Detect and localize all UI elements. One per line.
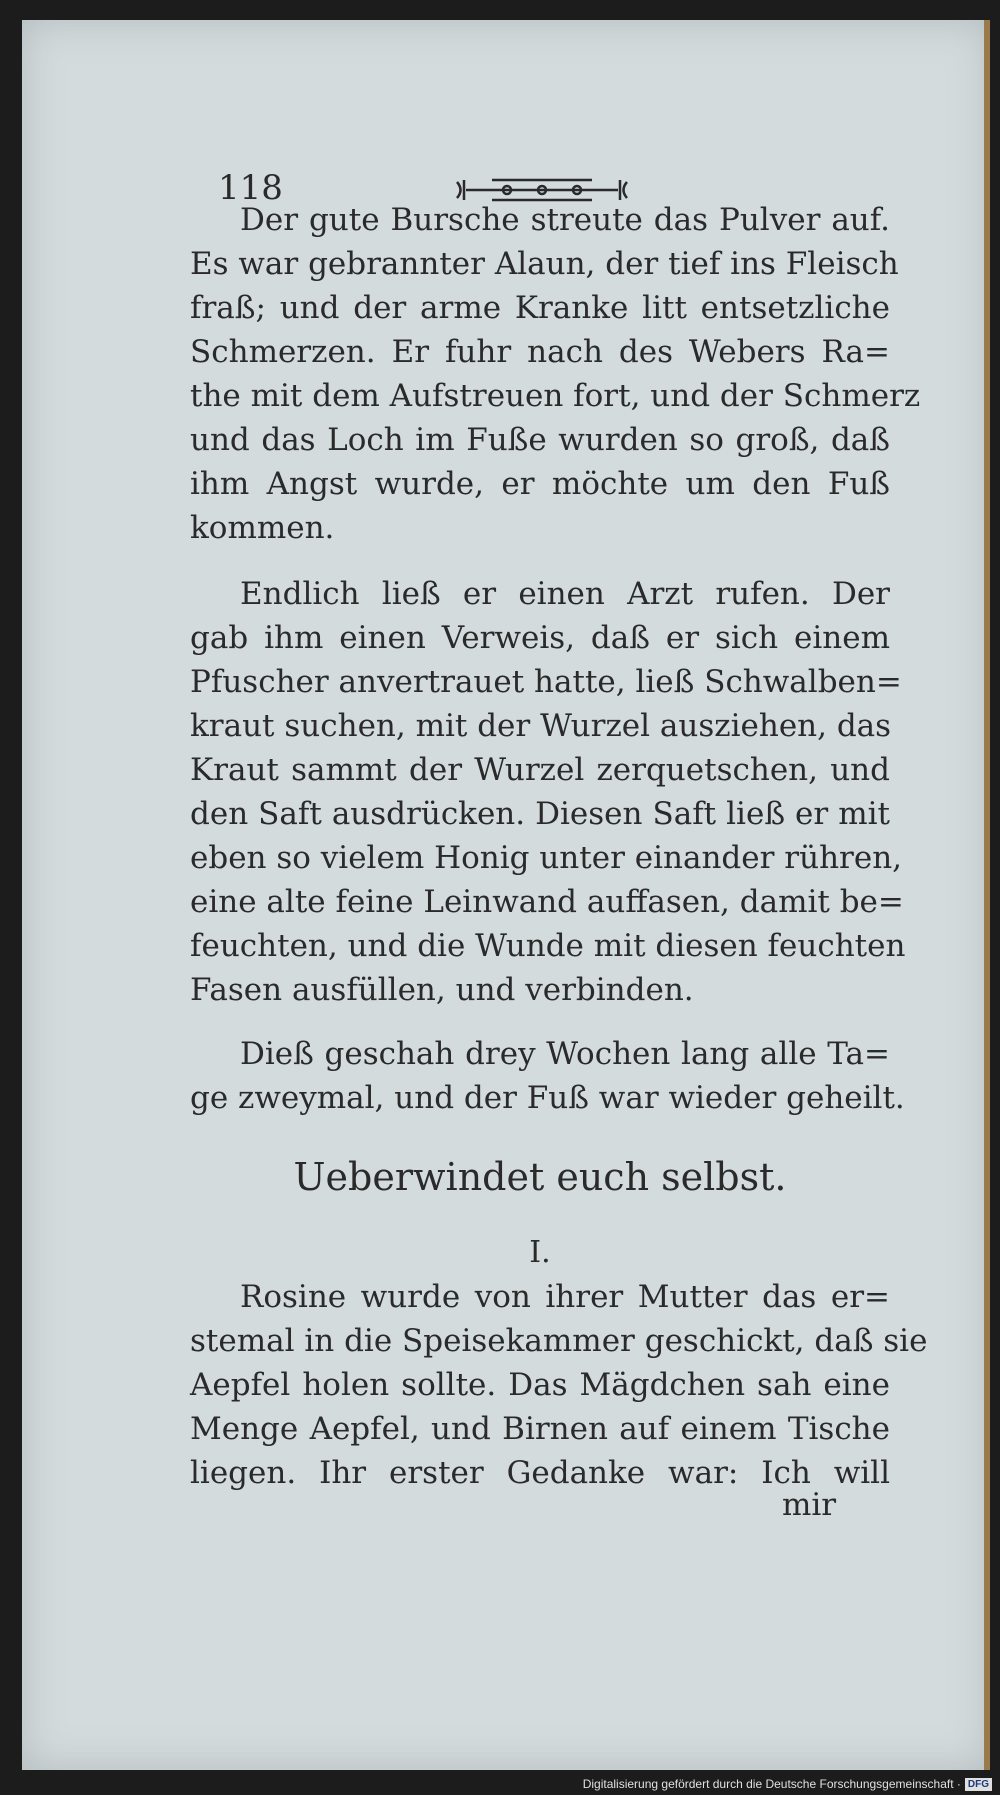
text-line: ihm Angst wurde, er möchte um den Fuß bbox=[190, 466, 890, 502]
paragraph-1 bbox=[190, 198, 921, 550]
page-number: 118 bbox=[218, 168, 283, 208]
text-line: stemal in die Speisekammer geschickt, daß sie bbox=[190, 1323, 928, 1359]
text-line: kraut suchen, mit der Wurzel ausziehen, das bbox=[190, 708, 892, 744]
text-line: gab ihm einen Verweis, daß er sich einem bbox=[190, 620, 890, 656]
text-line: den Saft ausdrücken. Diesen Saft ließ er mit bbox=[190, 796, 890, 832]
paragraph-3 bbox=[190, 1032, 905, 1120]
text-line: feuchten, und die Wunde mit diesen feuchten bbox=[190, 928, 906, 964]
text-line: kommen. bbox=[190, 510, 335, 546]
text-line: Dieß geschah drey Wochen lang alle Ta= bbox=[240, 1036, 890, 1072]
section-heading: Ueberwindet euch selbst. bbox=[293, 1155, 787, 1199]
text-line: liegen. Ihr erster Gedanke war: Ich will bbox=[190, 1455, 890, 1491]
text-line: the mit dem Aufstreuen fort, und der Schmerz bbox=[190, 378, 921, 414]
text-line: Pfuscher anvertrauet hatte, ließ Schwalben= bbox=[190, 664, 902, 700]
text-line: ge zweymal, und der Fuß war wieder geheilt. bbox=[190, 1080, 905, 1116]
text-line: Schmerzen. Er fuhr nach des Webers Ra= bbox=[190, 334, 890, 370]
text-line: und das Loch im Fuße wurden so groß, daß bbox=[190, 422, 890, 458]
paragraph-2 bbox=[190, 572, 906, 1012]
text-line: Endlich ließ er einen Arzt rufen. Der bbox=[240, 576, 890, 612]
text-line: Kraut sammt der Wurzel zerquetschen, und bbox=[190, 752, 890, 788]
credit-text: Digitalisierung gefördert durch die Deutsche Forschungsgemeinschaft · bbox=[582, 1777, 961, 1791]
paragraph-4 bbox=[190, 1275, 928, 1495]
text-line: eben so vielem Honig unter einander rühren, bbox=[190, 840, 903, 876]
digitization-credit bbox=[583, 1777, 992, 1791]
book-page bbox=[22, 20, 990, 1770]
text-line: Rosine wurde von ihrer Mutter das er= bbox=[240, 1279, 890, 1315]
text-line: fraß; und der arme Kranke litt entsetzliche bbox=[190, 290, 890, 326]
text-line: eine alte feine Leinwand auffasen, damit be= bbox=[190, 884, 904, 920]
text-line: Aepfel holen sollte. Das Mägdchen sah eine bbox=[190, 1367, 890, 1403]
catchword: mir bbox=[782, 1487, 837, 1523]
text-line: Menge Aepfel, und Birnen auf einem Tische bbox=[190, 1411, 890, 1447]
section-number: I. bbox=[529, 1235, 551, 1270]
text-line: Der gute Bursche streute das Pulver auf. bbox=[240, 202, 890, 238]
text-line: Es war gebrannter Alaun, der tief ins Fleisch bbox=[190, 246, 899, 282]
dfg-logo: DFG bbox=[965, 1778, 992, 1791]
text-line: Fasen ausfüllen, und verbinden. bbox=[190, 972, 694, 1008]
